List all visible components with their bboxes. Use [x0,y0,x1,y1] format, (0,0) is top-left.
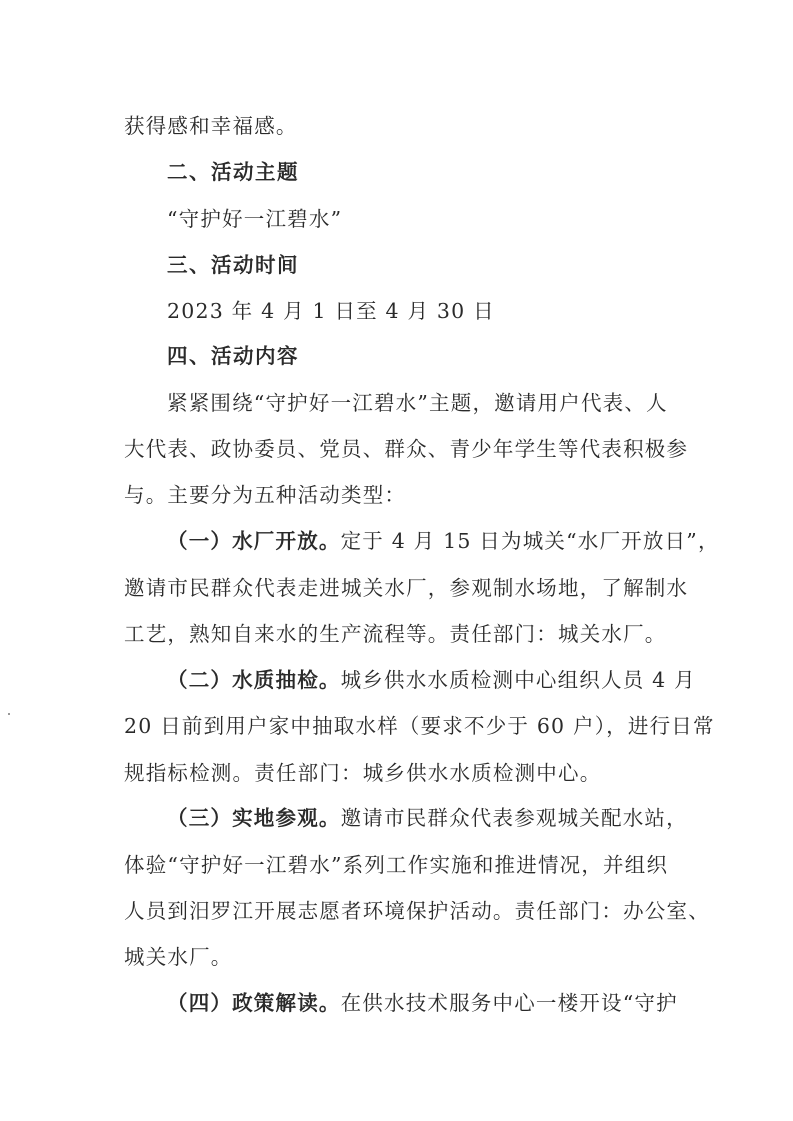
text-line: 大代表、政协委员、党员、群众、青少年学生等代表积极参 [124,437,689,461]
subsection-4 [167,989,727,1017]
text-line: 体验“守护好一江碧水”系列工作实施和推进情况，并组织 [124,853,669,877]
text-line: 工艺，熟知自来水的生产流程等。责任部门：城关水厂。 [124,622,667,646]
text-line: 城关水厂。 [124,945,233,969]
subsection-2 [167,666,727,694]
theme-text: “守护好一江碧水” [167,207,343,231]
subsection-1-text: 定于 4 月 15 日为城关“水厂开放日”， [340,529,720,553]
time-text: 2023 年 4 月 1 日至 4 月 30 日 [167,299,495,323]
subsection-4-title: （四）政策解读。 [167,991,341,1015]
text-line: 人员到汨罗江开展志愿者环境保护活动。责任部门：办公室、 [124,899,710,923]
subsection-1 [167,527,727,555]
text-line: 邀请市民群众代表走进城关水厂，参观制水场地，了解制水 [124,576,689,600]
subsection-3 [167,804,727,832]
subsection-1-title: （一）水厂开放。 [167,529,341,553]
section-heading-time: 三、活动时间 [167,253,299,277]
text-line: 与。主要分为五种活动类型： [124,483,407,507]
section-heading-content: 四、活动内容 [167,344,299,368]
subsection-2-text: 城乡供水水质检测中心组织人员 4 月 [340,668,696,692]
subsection-3-title: （三）实地参观。 [167,806,341,830]
scan-speck [8,713,10,715]
text-line: 20 日前到用户家中抽取水样（要求不少于 60 户），进行日常 [124,714,715,738]
subsection-3-text: 邀请市民群众代表参观城关配水站， [340,806,688,830]
text-line: 规指标检测。责任部门：城乡供水水质检测中心。 [124,761,602,785]
text-line: 紧紧围绕“守护好一江碧水”主题，邀请用户代表、人 [167,391,668,415]
section-heading-theme: 二、活动主题 [167,160,299,184]
text-line: 获得感和幸福感。 [124,114,298,138]
subsection-4-text: 在供水技术服务中心一楼开设“守护 [340,991,678,1015]
subsection-2-title: （二）水质抽检。 [167,668,341,692]
